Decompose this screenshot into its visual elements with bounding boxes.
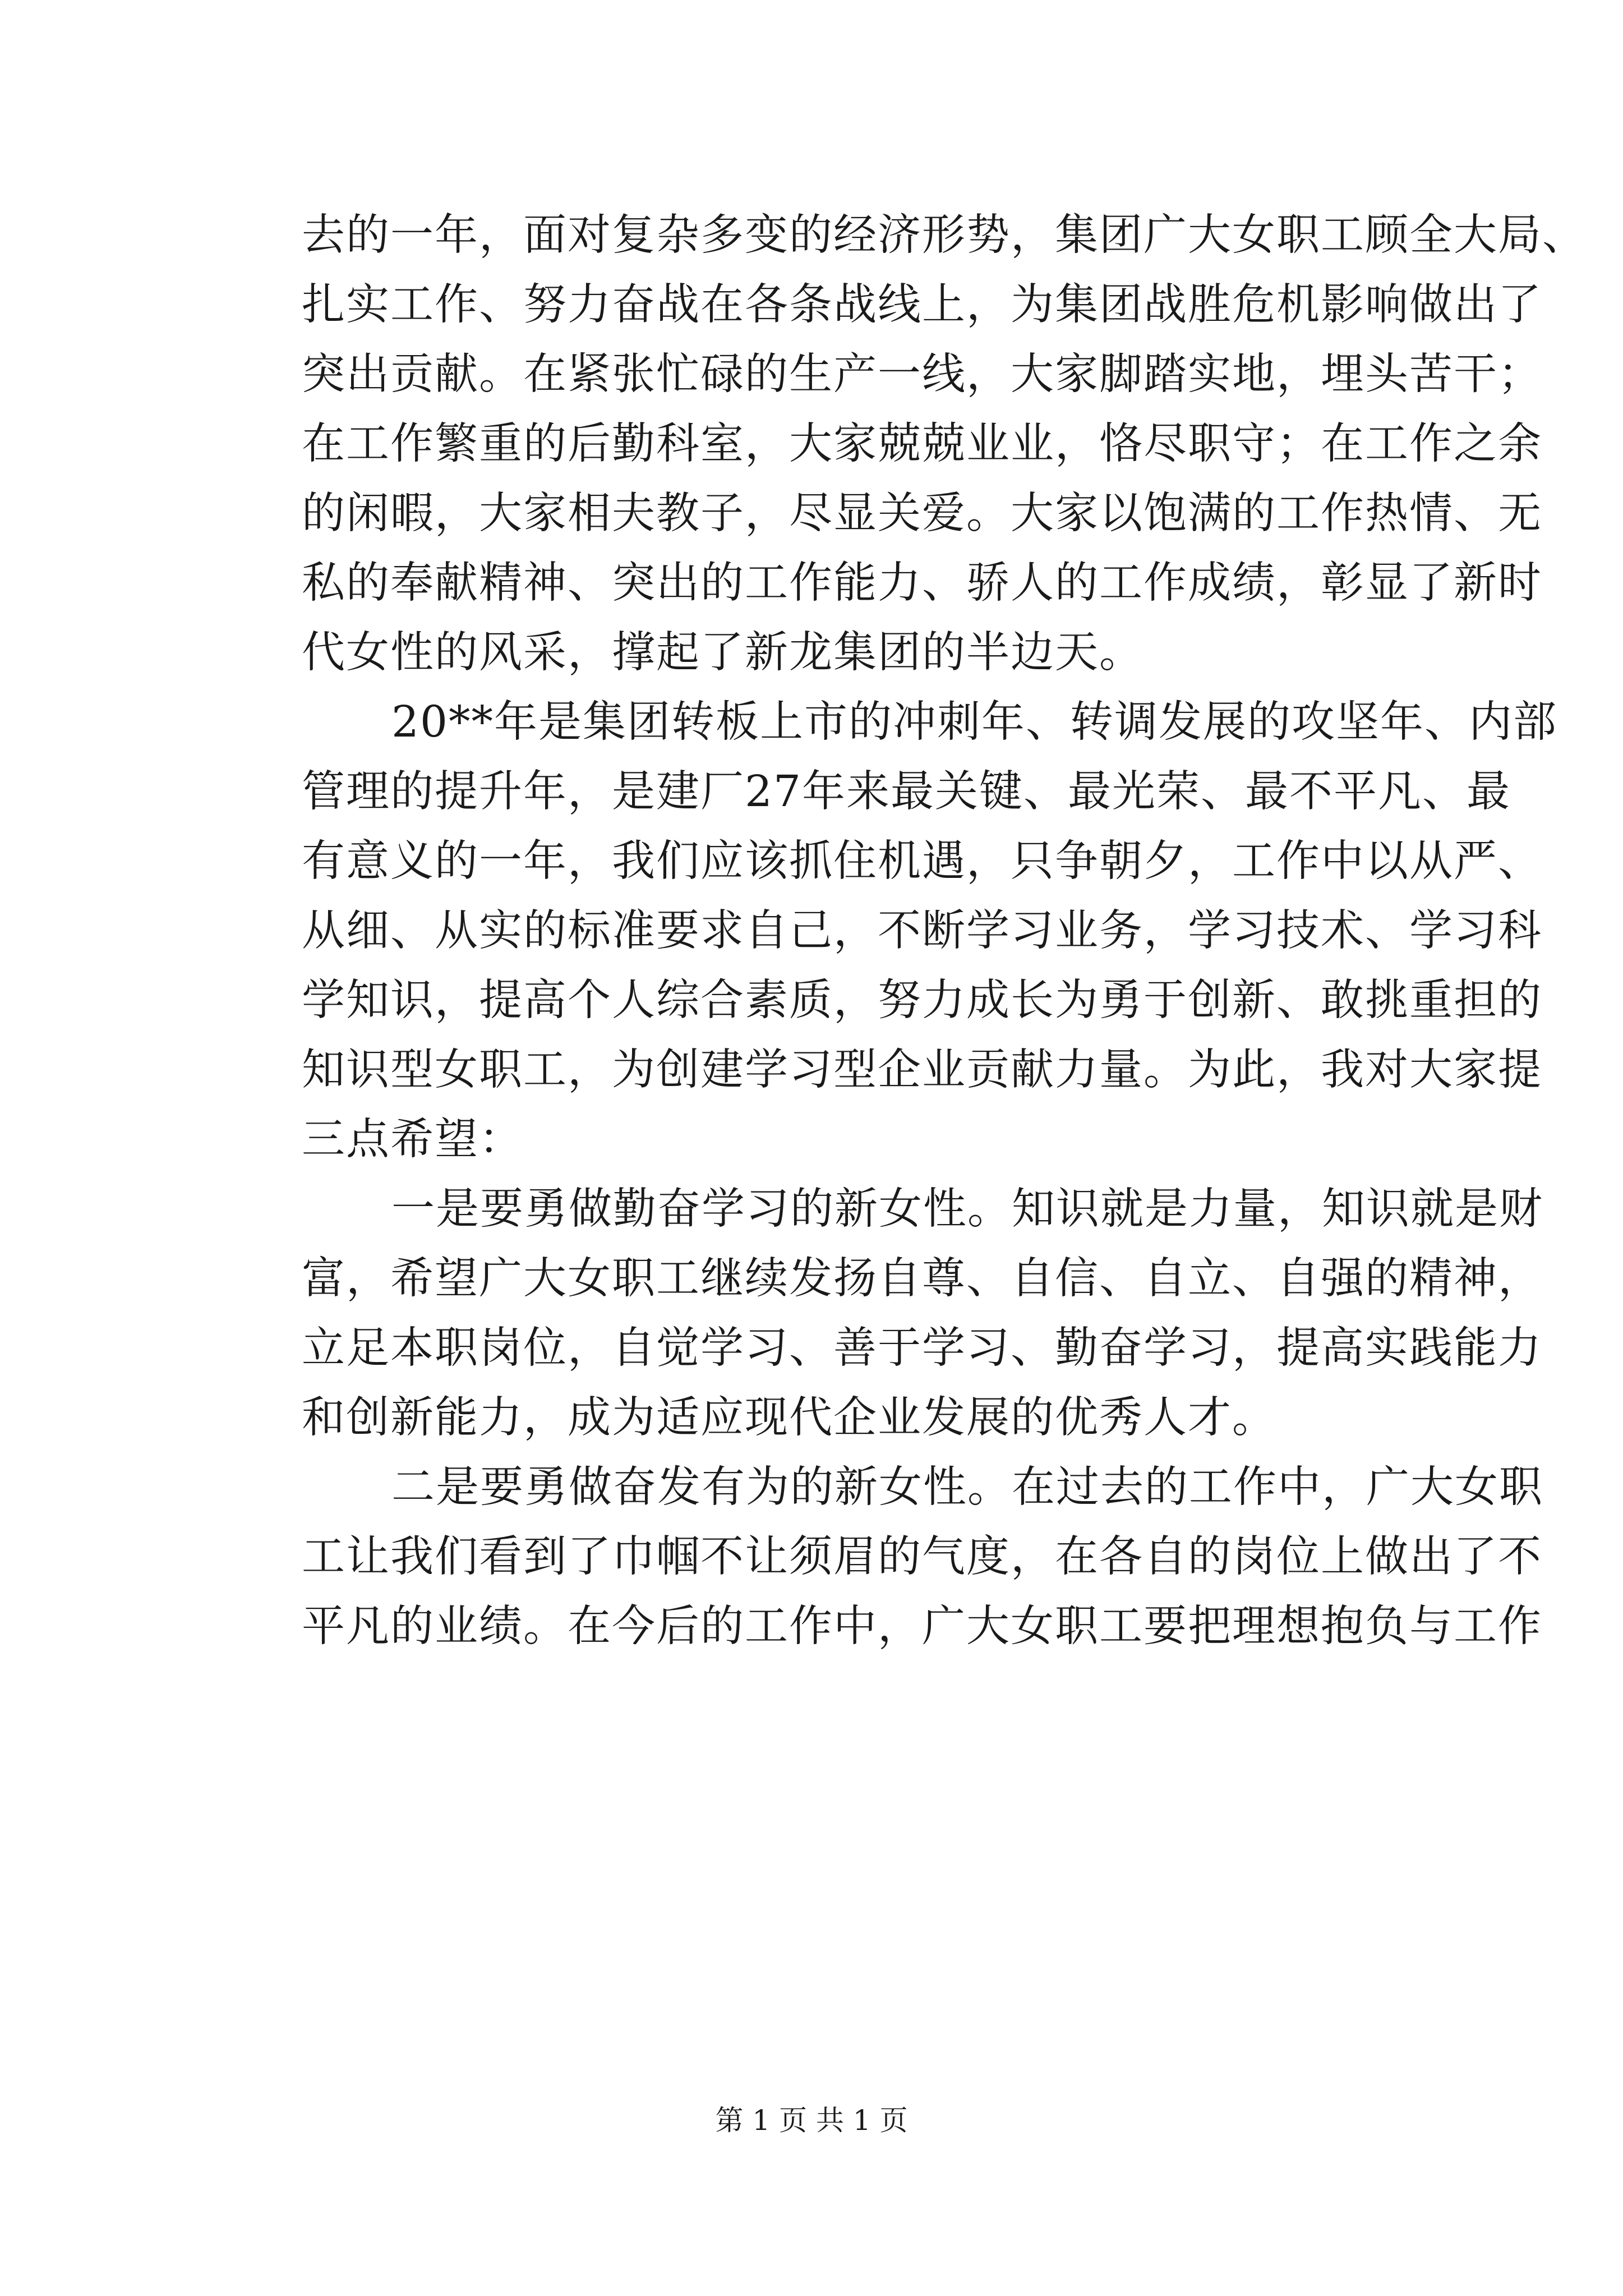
text-line: 的闲暇，大家相夫教子，尽显关爱。大家以饱满的工作热情、无	[302, 489, 1542, 539]
text-line: 三点希望：	[302, 1115, 523, 1165]
text-line: 扎实工作、努力奋战在各条战线上，为集团战胜危机影响做出了	[302, 280, 1542, 330]
paragraph-first-line: 20**年是集团转板上市的冲刺年、转调发展的攻坚年、内部	[391, 697, 1557, 747]
text-line: 学知识，提高个人综合素质，努力成长为勇于创新、敢挑重担的	[302, 976, 1542, 1025]
text-line: 私的奉献精神、突出的工作能力、骄人的工作成绩，彰显了新时	[302, 558, 1542, 608]
text-line: 在工作繁重的后勤科室，大家兢兢业业，恪尽职守；在工作之余	[302, 419, 1542, 469]
text-line: 立足本职岗位，自觉学习、善于学习、勤奋学习，提高实践能力	[302, 1323, 1542, 1373]
page-number-label: 第 1 页 共 1 页	[715, 2104, 908, 2137]
text-line: 知识型女职工，为创建学习型企业贡献力量。为此，我对大家提	[302, 1045, 1542, 1095]
document-body	[302, 201, 1587, 1662]
text-line: 突出贡献。在紧张忙碌的生产一线，大家脚踏实地，埋头苦干；	[302, 349, 1542, 399]
page-footer	[0, 2101, 1623, 2140]
paragraph-first-line: 一是要勇做勤奋学习的新女性。知识就是力量，知识就是财	[391, 1184, 1543, 1234]
text-line: 和创新能力，成为适应现代企业发展的优秀人才。	[302, 1393, 1276, 1443]
text-line: 从细、从实的标准要求自己，不断学习业务，学习技术、学习科	[302, 906, 1542, 956]
text-line: 管理的提升年，是建厂27年来最关键、最光荣、最不平凡、最	[302, 767, 1511, 817]
text-line: 富，希望广大女职工继续发扬自尊、自信、自立、自强的精神，	[302, 1254, 1542, 1304]
text-line: 有意义的一年，我们应该抓住机遇，只争朝夕，工作中以从严、	[302, 836, 1542, 886]
text-line: 工让我们看到了巾帼不让须眉的气度，在各自的岗位上做出了不	[302, 1532, 1542, 1582]
paragraph-first-line: 二是要勇做奋发有为的新女性。在过去的工作中，广大女职	[391, 1462, 1543, 1512]
text-line: 去的一年，面对复杂多变的经济形势，集团广大女职工顾全大局、	[302, 210, 1587, 260]
text-line: 平凡的业绩。在今后的工作中，广大女职工要把理想抱负与工作	[302, 1602, 1542, 1651]
text-line: 代女性的风采，撑起了新龙集团的半边天。	[302, 628, 1144, 678]
